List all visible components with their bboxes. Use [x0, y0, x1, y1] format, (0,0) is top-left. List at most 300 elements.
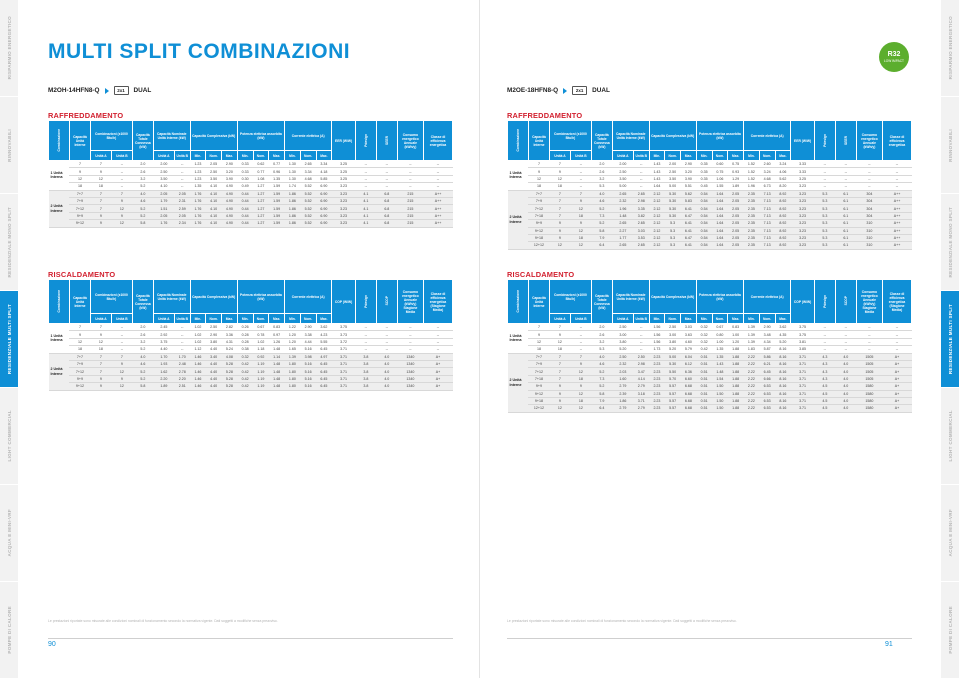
table-cell: 1340 — [397, 368, 423, 375]
table-cell: -- — [856, 168, 882, 175]
table-cell: 0.32 — [237, 353, 253, 360]
table-cell: -- — [355, 338, 376, 345]
table-cell: 1.18 — [253, 346, 269, 353]
table-cell: -- — [397, 175, 423, 182]
table-cell: 1.39 — [744, 331, 760, 338]
table-cell: -- — [814, 161, 835, 168]
nav-tab[interactable] — [941, 485, 959, 582]
nav-tab[interactable] — [941, 582, 959, 678]
table-cell: 4.97 — [316, 353, 332, 360]
table-cell: 5.20 — [665, 346, 681, 353]
table-cell: A++ — [883, 212, 912, 219]
table-cell: 1.50 — [712, 390, 728, 397]
nav-tab[interactable] — [0, 582, 18, 678]
table-cell: -- — [856, 161, 882, 168]
table-cell: 4.08 — [222, 353, 238, 360]
table-cell: 5.3 — [591, 183, 612, 190]
column-header: Corrente elettrica (A) — [285, 121, 332, 151]
table-cell: 1.88 — [728, 397, 744, 404]
table-cell: 1.43 — [649, 175, 665, 182]
table-cell: 7 — [69, 161, 90, 168]
table-cell: 7+9 — [528, 197, 549, 204]
table-cell: -- — [883, 168, 912, 175]
table-cell: 1.64 — [712, 205, 728, 212]
table-cell: 1.88 — [728, 368, 744, 375]
table-cell: 0.67 — [253, 324, 269, 331]
table-cell: 3.47 — [633, 368, 649, 375]
footnote-left: Le prestazioni riportate sono misurate alle condizioni nominali di funzionamento secondo la normativa vigente. Dati soggetti a modifiche senza preavviso. — [48, 619, 278, 623]
table-cell: -- — [111, 183, 132, 190]
table-cell: 2.12 — [649, 205, 665, 212]
table-cell: -- — [883, 161, 912, 168]
table-cell: 3.36 — [222, 331, 238, 338]
table-cell: 9 — [549, 390, 570, 397]
table-cell: 3.75 — [791, 331, 815, 338]
page-title: MULTI SPLIT COMBINAZIONI — [48, 40, 351, 63]
column-header: Unità A — [153, 151, 174, 161]
table-cell: 2.31 — [174, 197, 190, 204]
table-cell: 1.52 — [744, 175, 760, 182]
table-cell: 1.48 — [269, 375, 285, 382]
table-cell: A++ — [424, 212, 453, 219]
nav-tab[interactable] — [0, 291, 18, 388]
nav-tab-label: ACQUA E MINI-VRF — [6, 509, 12, 557]
table-cell: 3.34 — [300, 168, 316, 175]
column-header: Nom. — [300, 314, 316, 324]
table-cell: -- — [376, 338, 397, 345]
table-cell: 4.0 — [835, 375, 856, 382]
table-cell: 1505 — [856, 353, 882, 360]
table-cell: 9+12 — [69, 220, 90, 227]
table-cell: 7.13 — [759, 242, 775, 249]
column-header: Capacità Unità Interne — [528, 280, 549, 324]
table-cell: 2.12 — [649, 212, 665, 219]
table-cell: A+ — [883, 360, 912, 367]
table-cell: 18 — [570, 375, 591, 382]
table-cell: 2.32 — [612, 197, 633, 204]
table-cell: 6.1 — [835, 212, 856, 219]
table-cell: 2.23 — [649, 375, 665, 382]
table-cell: 2.90 — [300, 324, 316, 331]
table-cell: 5.00 — [612, 183, 633, 190]
table-cell: 9 — [549, 220, 570, 227]
table-cell: 2.79 — [612, 405, 633, 412]
table-row — [49, 161, 453, 168]
table-cell: 1.06 — [712, 175, 728, 182]
nav-tab[interactable] — [0, 485, 18, 582]
table-cell: -- — [835, 183, 856, 190]
table-row — [508, 360, 912, 367]
table-cell: 5.2 — [132, 368, 153, 375]
model-name: M2OE-18HFN8-Q — [507, 87, 559, 94]
table-cell: 0.54 — [696, 242, 712, 249]
table-cell: 6.8 — [376, 205, 397, 212]
table-cell: 4.3 — [814, 375, 835, 382]
table-cell: 1340 — [397, 353, 423, 360]
table-cell: 12 — [570, 368, 591, 375]
table-cell: 3.50 — [612, 175, 633, 182]
table-cell: 4.6 — [132, 197, 153, 204]
table-cell: 5.79 — [681, 346, 697, 353]
table-cell: 7 — [570, 190, 591, 197]
nav-tab[interactable] — [941, 388, 959, 485]
table-cell: -- — [397, 338, 423, 345]
table-cell: 6.45 — [759, 368, 775, 375]
table-cell: 1.52 — [744, 168, 760, 175]
table-cell: 4.10 — [206, 220, 222, 227]
table-cell: 5.20 — [775, 338, 791, 345]
table-cell: 5.85 — [316, 175, 332, 182]
column-header: Unità B — [111, 314, 132, 324]
table-row — [49, 190, 453, 197]
column-header: SEER — [835, 121, 856, 161]
table-cell: 5.2 — [591, 368, 612, 375]
table-cell: 0.42 — [696, 346, 712, 353]
table-cell: 2.90 — [206, 331, 222, 338]
table-cell: 2.12 — [649, 242, 665, 249]
table-cell: 2.03 — [612, 368, 633, 375]
table-cell: 6.1 — [835, 234, 856, 241]
column-header: Nom. — [759, 314, 775, 324]
table-cell: 2.50 — [633, 353, 649, 360]
table-cell: 6.90 — [316, 183, 332, 190]
table-cell: 2.05 — [728, 234, 744, 241]
table-cell: 4.10 — [206, 212, 222, 219]
table-cell: 7 — [111, 190, 132, 197]
nav-tab[interactable] — [941, 97, 959, 194]
table-cell: 8.92 — [775, 227, 791, 234]
table-cell: 3.23 — [332, 220, 356, 227]
table-cell: 1.30 — [285, 175, 301, 182]
column-header: Unità B — [174, 314, 190, 324]
table-cell: 3.24 — [775, 161, 791, 168]
table-cell: 5.50 — [665, 368, 681, 375]
column-header: Capacità Complessiva (kW) — [190, 280, 237, 314]
table-cell: 3.8 — [355, 383, 376, 390]
footnote-right: Le prestazioni riportate sono misurate alle condizioni nominali di funzionamento secondo la normativa vigente. Dati soggetti a modifiche senza preavviso. — [507, 619, 737, 623]
table-cell: 7 — [549, 161, 570, 168]
table-cell: 6.1 — [835, 197, 856, 204]
table-cell: 7 — [111, 353, 132, 360]
table-cell: 1.56 — [649, 331, 665, 338]
table-cell: 4.3 — [814, 368, 835, 375]
table-cell: 1.23 — [190, 168, 206, 175]
table-cell: 2.82 — [222, 324, 238, 331]
table-cell: 1.02 — [253, 338, 269, 345]
table-cell: 12 — [570, 227, 591, 234]
table-cell: 5.8 — [591, 390, 612, 397]
table-cell: 12 — [111, 368, 132, 375]
table-cell: 1.89 — [153, 383, 174, 390]
table-cell: 2.23 — [649, 390, 665, 397]
table-cell: 1.52 — [744, 161, 760, 168]
table-cell: 4.0 — [835, 405, 856, 412]
table-cell: 7+7 — [528, 353, 549, 360]
table-cell: 1.83 — [744, 346, 760, 353]
table-cell: 5.87 — [759, 346, 775, 353]
table-cell: 18 — [549, 183, 570, 190]
table-cell: 1.39 — [285, 353, 301, 360]
column-header: Corrente elettrica (A) — [285, 280, 332, 314]
table-cell: 2.05 — [728, 197, 744, 204]
table-cell: 6.66 — [759, 375, 775, 382]
heating-title-left: RISCALDAMENTO — [48, 270, 116, 279]
table-cell: -- — [883, 175, 912, 182]
table-cell: 1.88 — [728, 375, 744, 382]
table-cell: 1.27 — [253, 183, 269, 190]
table-cell: 5.30 — [665, 212, 681, 219]
table-cell: 9 — [549, 234, 570, 241]
table-cell: A++ — [424, 190, 453, 197]
nav-tab[interactable] — [941, 0, 959, 97]
table-cell: 7+18 — [528, 375, 549, 382]
table-row — [508, 397, 912, 404]
table-cell: 6.8 — [376, 220, 397, 227]
table-cell: -- — [397, 331, 423, 338]
table-cell: 4.0 — [591, 353, 612, 360]
table-cell: A+ — [424, 360, 453, 367]
table-cell: 3.62 — [316, 324, 332, 331]
table-cell: 8.16 — [775, 405, 791, 412]
table-cell: 8.16 — [775, 346, 791, 353]
table-cell: 1.22 — [285, 324, 301, 331]
table-row — [49, 212, 453, 219]
table-row — [49, 205, 453, 212]
table-cell: 8.92 — [775, 197, 791, 204]
table-cell: -- — [883, 338, 912, 345]
table-cell: -- — [376, 168, 397, 175]
table-cell: 5.3 — [814, 197, 835, 204]
cooling-title-right: RAFFREDDAMENTO — [507, 111, 583, 120]
table-row — [508, 161, 912, 168]
table-cell: A++ — [883, 190, 912, 197]
table-cell: 8.92 — [775, 205, 791, 212]
table-cell: 6.41 — [681, 220, 697, 227]
table-cell: -- — [376, 161, 397, 168]
table-cell: 9 — [111, 212, 132, 219]
table-cell: 9 — [549, 168, 570, 175]
table-cell: 6.45 — [316, 346, 332, 353]
nav-tab-label: POMPE DI CALORE — [6, 606, 12, 654]
table-cell: 5.3 — [665, 234, 681, 241]
table-cell: 6.90 — [316, 212, 332, 219]
table-cell: 2.23 — [649, 397, 665, 404]
table-cell: 5.2 — [132, 205, 153, 212]
table-cell: 3.23 — [791, 227, 815, 234]
table-cell: A+ — [883, 353, 912, 360]
table-cell: 3.8 — [355, 353, 376, 360]
table-cell: 7 — [570, 353, 591, 360]
table-cell: 2.12 — [649, 190, 665, 197]
table-cell: 6.68 — [681, 405, 697, 412]
table-cell: 7+12 — [69, 205, 90, 212]
table-cell: -- — [835, 346, 856, 353]
table-cell: 2.6 — [591, 331, 612, 338]
table-cell: 9 — [90, 168, 111, 175]
table-cell: 6.1 — [835, 190, 856, 197]
column-header: Unità B — [570, 151, 591, 161]
table-cell: 7+7 — [528, 190, 549, 197]
table-cell: -- — [174, 168, 190, 175]
table-cell: 12 — [549, 242, 570, 249]
table-cell: -- — [633, 168, 649, 175]
table-cell: 12+12 — [528, 405, 549, 412]
table-cell: 0.54 — [696, 220, 712, 227]
table-cell: 2.22 — [744, 383, 760, 390]
column-header: Capacità Totale Connessa (kW) — [591, 121, 612, 161]
table-cell: 2.27 — [612, 227, 633, 234]
table-cell: 2.50 — [665, 168, 681, 175]
table-cell: 7+9 — [69, 360, 90, 367]
table-cell: 6.53 — [759, 390, 775, 397]
column-header: Max. — [681, 151, 697, 161]
table-cell: 3.25 — [332, 175, 356, 182]
table-cell: 9 — [549, 397, 570, 404]
table-cell: 3.48 — [759, 331, 775, 338]
table-cell: 4.0 — [835, 353, 856, 360]
table-cell: 5.52 — [300, 212, 316, 219]
table-cell: 2.22 — [744, 353, 760, 360]
table-cell: 3.40 — [206, 353, 222, 360]
table-cell: -- — [424, 346, 453, 353]
table-cell: 1.79 — [153, 197, 174, 204]
column-header: Max. — [269, 151, 285, 161]
nav-tab[interactable] — [0, 97, 18, 194]
table-cell: 0.54 — [696, 205, 712, 212]
table-cell: 1.89 — [728, 183, 744, 190]
table-cell: 3.71 — [332, 375, 356, 382]
table-cell: 3.90 — [222, 175, 238, 182]
table-cell: 9+12 — [69, 383, 90, 390]
table-row — [508, 168, 912, 175]
column-header: Min. — [649, 151, 665, 161]
table-cell: 12 — [90, 175, 111, 182]
column-header: Potenza elettrica assorbita (kW) — [696, 121, 743, 151]
table-cell: 4.1 — [355, 220, 376, 227]
table-cell: 7 — [549, 324, 570, 331]
table-cell: 9 — [528, 168, 549, 175]
table-cell: 5.28 — [222, 360, 238, 367]
nav-tab[interactable] — [0, 0, 18, 97]
table-cell: 2.50 — [612, 168, 633, 175]
table-cell: 2.05 — [206, 161, 222, 168]
table-cell: 3.71 — [791, 390, 815, 397]
table-cell: 5.28 — [222, 383, 238, 390]
nav-tab[interactable] — [941, 194, 959, 291]
table-cell: 1.20 — [285, 331, 301, 338]
column-header: Classe di efficienza energetica (Stagione Media) — [424, 280, 453, 324]
column-header: Unità B — [111, 151, 132, 161]
table-cell: 1580 — [856, 397, 882, 404]
table-cell: 2.23 — [649, 353, 665, 360]
table-cell: 1.74 — [285, 183, 301, 190]
table-cell: 4.31 — [222, 338, 238, 345]
column-header: Unità A — [549, 314, 570, 324]
table-cell: 9 — [549, 383, 570, 390]
table-cell: 3.20 — [222, 168, 238, 175]
model-header-left — [48, 86, 151, 95]
table-cell: 2.50 — [206, 324, 222, 331]
column-header: Nom. — [712, 151, 728, 161]
table-cell: 4.68 — [300, 175, 316, 182]
column-header: Pdesign — [355, 121, 376, 161]
table-cell: 0.54 — [696, 227, 712, 234]
column-header: Pdesign — [814, 121, 835, 161]
table-cell: 7.13 — [759, 212, 775, 219]
table-cell: 4.14 — [633, 375, 649, 382]
column-header: Min. — [696, 314, 712, 324]
column-header: Min. — [190, 314, 206, 324]
table-cell: 2.12 — [649, 220, 665, 227]
table-cell: 5.3 — [814, 212, 835, 219]
table-cell: 5.52 — [300, 197, 316, 204]
table-cell: 7+7 — [69, 190, 90, 197]
table-cell: 215 — [397, 212, 423, 219]
table-cell: A++ — [883, 234, 912, 241]
nav-tab[interactable] — [0, 388, 18, 485]
table-cell: 2.05 — [728, 190, 744, 197]
nav-tab[interactable] — [0, 194, 18, 291]
nav-tab-label: LIGHT COMMERCIAL — [6, 410, 12, 462]
arrow-right-icon — [563, 88, 567, 94]
table-cell: 3.23 — [791, 234, 815, 241]
table-cell: 1.64 — [712, 220, 728, 227]
table-cell: 1.43 — [649, 161, 665, 168]
table-row — [508, 324, 912, 331]
table-cell: -- — [570, 168, 591, 175]
table-cell: 2.50 — [665, 324, 681, 331]
table-cell: 0.51 — [696, 375, 712, 382]
table-cell: 8.16 — [775, 390, 791, 397]
table-cell: 1.64 — [712, 197, 728, 204]
table-cell: 3.71 — [791, 368, 815, 375]
table-cell: 0.54 — [696, 190, 712, 197]
table-cell: 12 — [111, 220, 132, 227]
model-mode: DUAL — [592, 87, 610, 94]
nav-tab-label: RESIDENZIALE MONO SPLIT — [947, 206, 953, 278]
table-cell: 7 — [528, 161, 549, 168]
table-cell: 1.50 — [712, 397, 728, 404]
table-cell: 5.00 — [665, 353, 681, 360]
table-cell: 4.0 — [376, 360, 397, 367]
table-cell: 1.64 — [712, 227, 728, 234]
table-cell: 4.0 — [835, 397, 856, 404]
nav-tab[interactable] — [941, 291, 959, 388]
table-cell: -- — [424, 175, 453, 182]
table-cell: 0.80 — [712, 331, 728, 338]
table-cell: 3.90 — [681, 175, 697, 182]
table-cell: 9 — [90, 212, 111, 219]
table-cell: 0.49 — [237, 183, 253, 190]
nav-tab-label: RISPARMIO ENERGETICO — [6, 16, 12, 80]
table-row — [49, 175, 453, 182]
table-cell: 1.30 — [285, 168, 301, 175]
table-cell: 2.23 — [649, 368, 665, 375]
table-cell: 2.20 — [174, 375, 190, 382]
table-cell: 5.83 — [681, 197, 697, 204]
table-cell: 6.1 — [835, 227, 856, 234]
column-header: Unità A — [612, 314, 633, 324]
table-cell: 4.10 — [206, 190, 222, 197]
table-row — [508, 338, 912, 345]
table-cell: 1.35 — [712, 346, 728, 353]
table-cell: 3.2 — [591, 338, 612, 345]
table-cell: -- — [111, 324, 132, 331]
table-cell: 6.21 — [759, 360, 775, 367]
table-cell: -- — [633, 161, 649, 168]
table-cell: 2.92 — [153, 331, 174, 338]
cooling-table-left — [48, 120, 453, 228]
